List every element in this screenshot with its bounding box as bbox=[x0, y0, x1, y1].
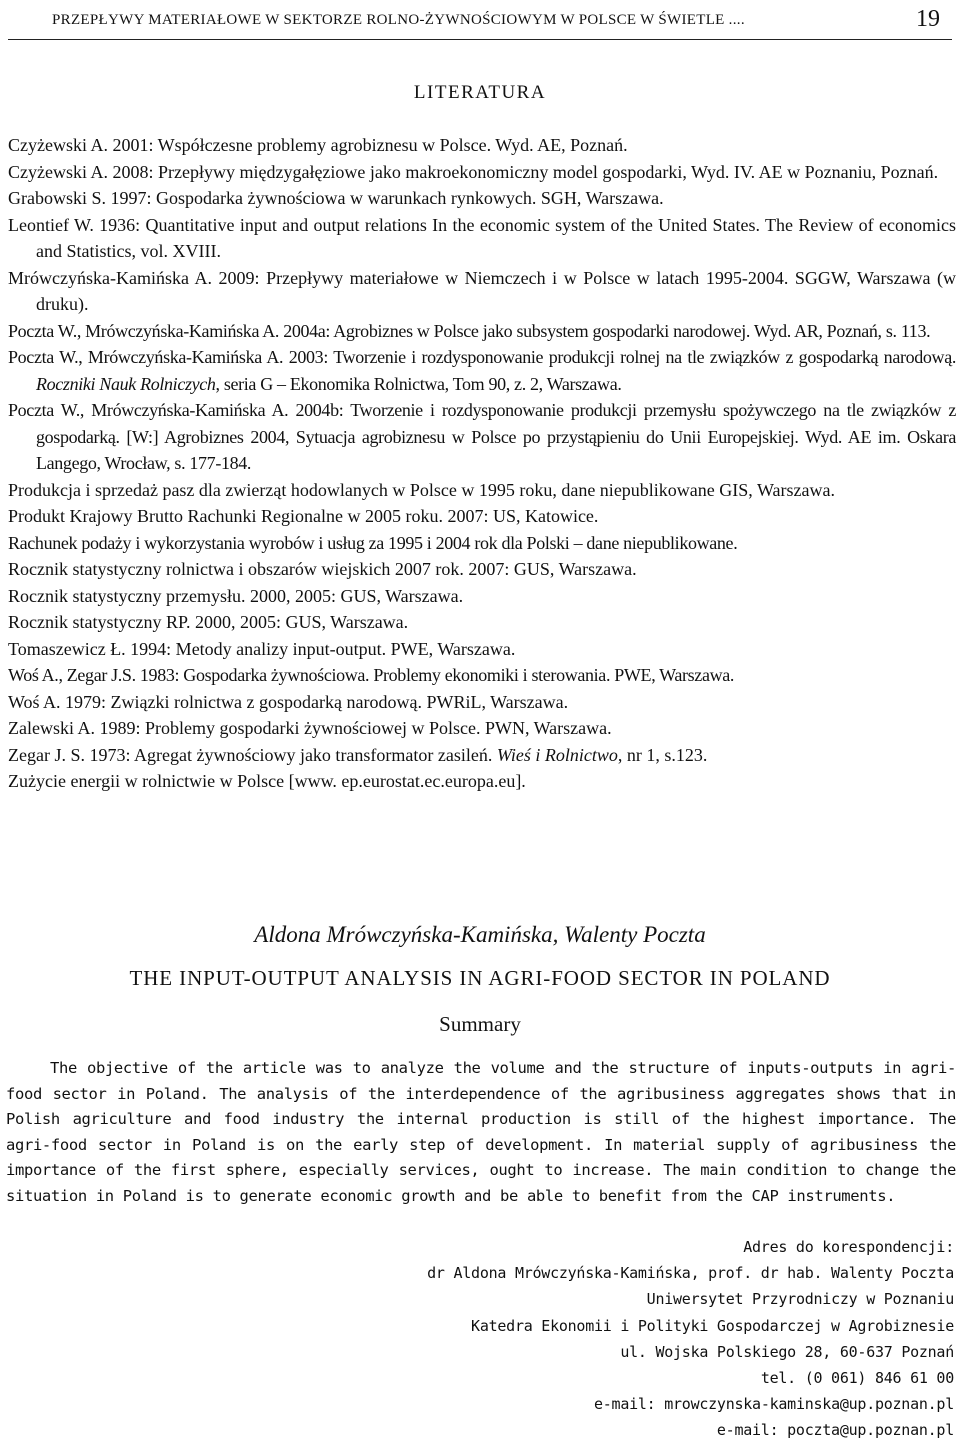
running-header bbox=[8, 6, 952, 36]
reference-item: Poczta W., Mrówczyńska-Kamińska A. 2004b: Tworzenie i rozdysponowanie produkcji przemysłu spożywczego na tle związków z gospodarką. [W:] Agrobiznes 2004, Sytuacja agrobiznesu w Polsce po przystąpieniu do Unii Europejskiej. Wyd. AE im. Oskara Langego, Wrocław, s. 177-184. bbox=[8, 400, 956, 473]
summary-heading: Summary bbox=[439, 1012, 521, 1036]
reference-item: Grabowski S. 1997: Gospodarka żywnościowa w warunkach rynkowych. SGH, Warszawa. bbox=[8, 188, 664, 208]
correspondence-address bbox=[234, 1234, 954, 1444]
summary-paragraph: The objective of the article was to analyze the volume and the structure of inputs-outputs in agri-food sector in Poland. The analysis of the interdependence of the agribusiness aggregates shows that in Polish agriculture and food industry the internal production is still of the highest importance. The agri-food sector in Poland is on the early step of development. In material supply of agribusiness the importance of the first sphere, especially services, ought to increase. The main condition to change the situation in Poland is to generate economic growth and be able to benefit from the CAP instruments. bbox=[6, 1059, 956, 1205]
reference-item: Zalewski A. 1989: Problemy gospodarki żywnościowej w Polsce. PWN, Warszawa. bbox=[8, 718, 612, 738]
reference-item: Zużycie energii w rolnictwie w Polsce [www. ep.eurostat.ec.europa.eu]. bbox=[8, 771, 526, 791]
reference-list bbox=[8, 132, 956, 795]
journal-title: Wieś i Rolnictwo bbox=[496, 744, 618, 765]
reference-item: Leontief W. 1936: Quantitative input and output relations In the economic system of the United States. The Review of economics and Statistics, vol. XVIII. bbox=[8, 214, 956, 261]
address-street: ul. Wojska Polskiego 28, 60-637 Poznań bbox=[620, 1342, 954, 1361]
summary-authors: Aldona Mrówczyńska-Kamińska, Walenty Poczta bbox=[254, 922, 706, 947]
reference-item: Rocznik statystyczny rolnictwa i obszarów wiejskich 2007 rok. 2007: GUS, Warszawa. bbox=[8, 559, 637, 579]
address-phone: tel. (0 061) 846 61 00 bbox=[760, 1369, 954, 1388]
english-title: THE INPUT-OUTPUT ANALYSIS IN AGRI-FOOD SECTOR IN POLAND bbox=[129, 966, 831, 990]
reference-item: Czyżewski A. 2008: Przepływy międzygałęziowe jako makroekonomiczny model gospodarki, Wyd. IV. AE w Poznaniu, Poznań. bbox=[8, 161, 939, 182]
address-department: Katedra Ekonomii i Polityki Gospodarczej w Agrobiznesie bbox=[471, 1316, 954, 1335]
literature-heading: LITERATURA bbox=[413, 82, 547, 103]
address-email: e-mail: mrowczynska-kaminska@up.poznan.pl bbox=[593, 1395, 954, 1414]
reference-item: Produkcja i sprzedaż pasz dla zwierząt hodowlanych w Polsce w 1995 roku, dane niepublikowane GIS, Warszawa. bbox=[8, 479, 835, 500]
reference-item: Zegar J. S. 1973: Agregat żywnościowy jako transformator zasileń. Wieś i Rolnictwo, nr 1, s.123. bbox=[8, 744, 708, 765]
page-number: 19 bbox=[916, 6, 940, 32]
reference-item: Poczta W., Mrówczyńska-Kamińska A. 2004a: Agrobiznes w Polsce jako subsystem gospodarki narodowej. Wyd. AR, Poznań, s. 113. bbox=[8, 320, 931, 341]
header-rule bbox=[8, 39, 952, 40]
reference-item: Produkt Krajowy Brutto Rachunki Regionalne w 2005 roku. 2007: US, Katowice. bbox=[8, 506, 599, 526]
address-university: Uniwersytet Przyrodniczy w Poznaniu bbox=[646, 1290, 954, 1309]
reference-item: Czyżewski A. 2001: Współczesne problemy agrobiznesu w Polsce. Wyd. AE, Poznań. bbox=[8, 135, 628, 155]
reference-item: Woś A. 1979: Związki rolnictwa z gospodarką narodową. PWRiL, Warszawa. bbox=[8, 691, 569, 712]
reference-item: Mrówczyńska-Kamińska A. 2009: Przepływy materiałowe w Niemczech i w Polsce w latach 1995-2004. SGGW, Warszawa (w druku). bbox=[8, 267, 956, 314]
address-authors: dr Aldona Mrówczyńska-Kamińska, prof. dr hab. Walenty Poczta bbox=[427, 1264, 954, 1283]
reference-item: Rachunek podaży i wykorzystania wyrobów i usług za 1995 i 2004 rok dla Polski – dane niepublikowane. bbox=[8, 532, 738, 553]
running-title: PRZEPŁYWY MATERIAŁOWE W SEKTORZE ROLNO-ŻYWNOŚCIOWYM W POLSCE W ŚWIETLE .... bbox=[52, 12, 745, 28]
reference-item: Poczta W., Mrówczyńska-Kamińska A. 2003: Tworzenie i rozdysponowanie produkcji rolnej na tle związków z gospodarką narodową. Roczniki Nauk Rolniczych, seria G – Ekonomika Rolnictwa, Tom 90, z. 2, Warszawa. bbox=[8, 347, 956, 394]
address-email: e-mail: poczta@up.poznan.pl bbox=[716, 1421, 954, 1440]
reference-item: Woś A., Zegar J.S. 1983: Gospodarka żywnościowa. Problemy ekonomiki i sterowania. PWE, Warszawa. bbox=[8, 665, 735, 685]
address-label: Adres do korespondencji: bbox=[743, 1238, 954, 1256]
reference-item: Tomaszewicz Ł. 1994: Metody analizy input-output. PWE, Warszawa. bbox=[8, 638, 516, 659]
reference-item: Rocznik statystyczny RP. 2000, 2005: GUS, Warszawa. bbox=[8, 612, 409, 632]
journal-title: Roczniki Nauk Rolniczych bbox=[36, 373, 216, 394]
reference-item: Rocznik statystyczny przemysłu. 2000, 2005: GUS, Warszawa. bbox=[8, 585, 464, 606]
